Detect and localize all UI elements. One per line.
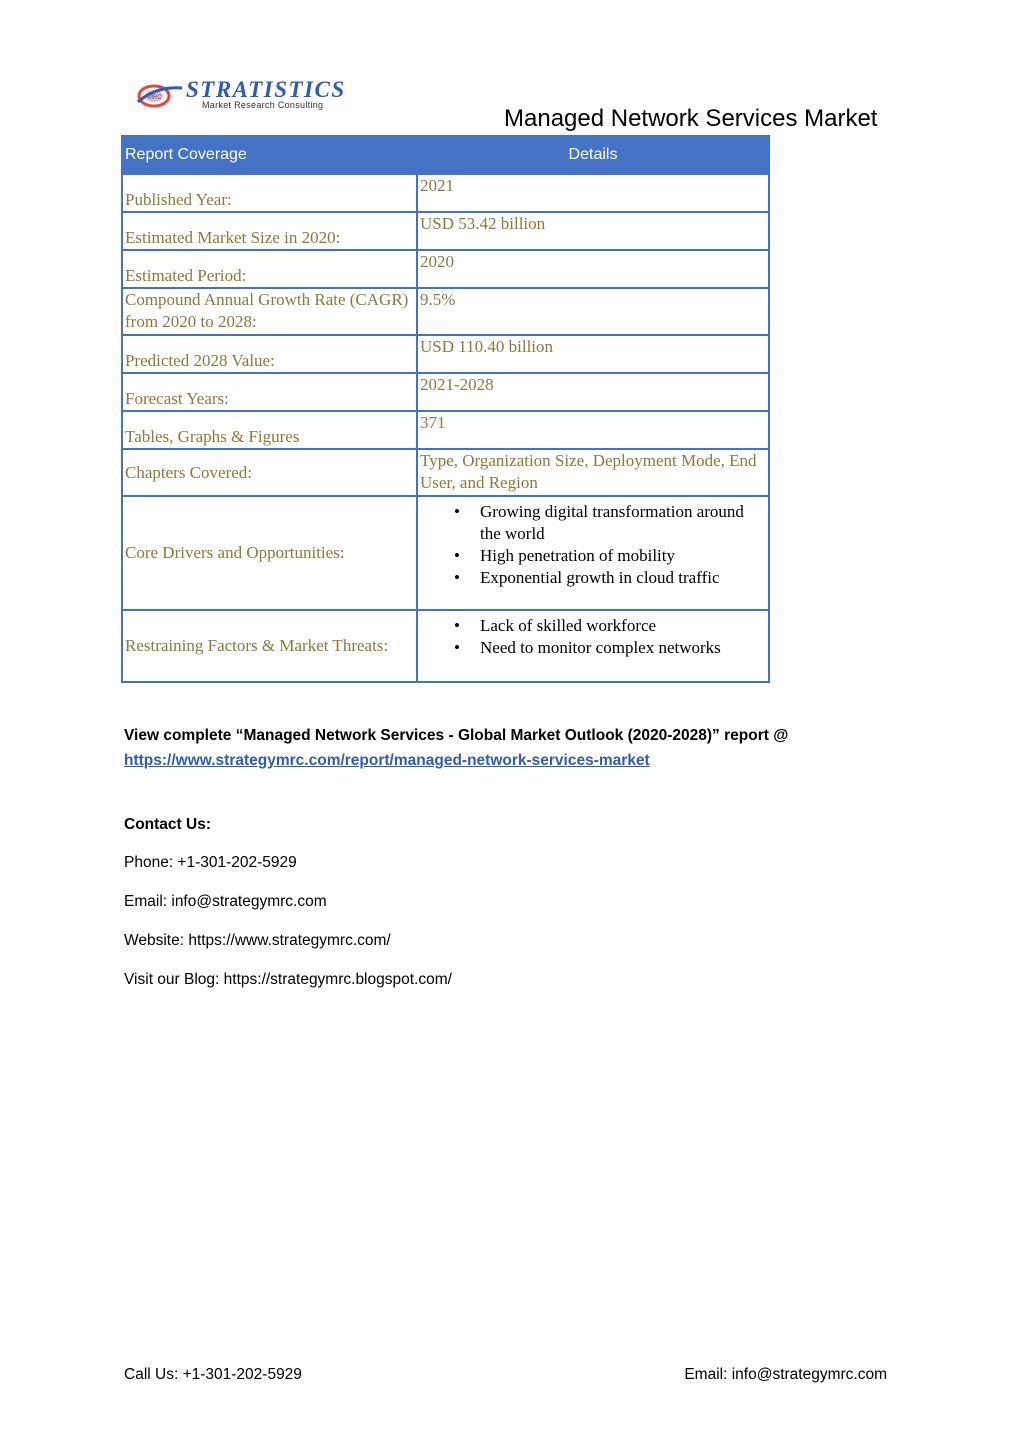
restraints-list-cell — [417, 610, 769, 682]
row-label: Estimated Period: — [122, 250, 417, 288]
table-row-drivers — [122, 496, 769, 610]
table-header-row — [122, 136, 769, 174]
table-row — [122, 288, 769, 335]
row-value: 2021-2028 — [417, 373, 769, 411]
table-row — [122, 174, 769, 212]
drivers-list — [420, 501, 766, 589]
document-title: Managed Network Services Market — [504, 105, 878, 132]
header-details: Details — [417, 136, 769, 174]
row-value: 9.5% — [417, 288, 769, 335]
list-item: • High penetration of mobility — [480, 545, 766, 567]
report-link[interactable]: https://www.strategymrc.com/report/managed-network-services-market — [124, 752, 650, 769]
row-value: Type, Organization Size, Deployment Mode, End User, and Region — [417, 449, 769, 496]
row-label: Estimated Market Size in 2020: — [122, 212, 417, 250]
row-value: USD 53.42 billion — [417, 212, 769, 250]
table-row — [122, 449, 769, 496]
drivers-label: Core Drivers and Opportunities: — [122, 496, 417, 610]
row-label: Predicted 2028 Value: — [122, 335, 417, 373]
list-item: • Lack of skilled workforce — [480, 615, 766, 637]
svg-text:MRC: MRC — [148, 95, 162, 101]
footer-call-us: Call Us: +1-301-202-5929 — [124, 1366, 302, 1383]
row-value: 2021 — [417, 174, 769, 212]
row-value: USD 110.40 billion — [417, 335, 769, 373]
row-label: Compound Annual Growth Rate (CAGR) from 2020 to 2028: — [122, 288, 417, 335]
logo-swoosh-icon — [136, 80, 186, 110]
table-row — [122, 335, 769, 373]
table-row-restraints — [122, 610, 769, 682]
row-label: Forecast Years: — [122, 373, 417, 411]
list-item: • Exponential growth in cloud traffic — [480, 567, 766, 589]
list-item: • Need to monitor complex networks — [480, 637, 766, 659]
contact-phone: Phone: +1-301-202-5929 — [124, 854, 297, 871]
row-label: Published Year: — [122, 174, 417, 212]
table-row — [122, 212, 769, 250]
row-label: Tables, Graphs & Figures — [122, 411, 417, 449]
restraints-list — [420, 615, 766, 659]
contact-website: Website: https://www.strategymrc.com/ — [124, 932, 391, 949]
footer-email: Email: info@strategymrc.com — [684, 1366, 887, 1383]
logo-name: STRATISTICS — [186, 77, 346, 102]
table-row — [122, 250, 769, 288]
row-value: 2020 — [417, 250, 769, 288]
report-coverage-table — [121, 135, 770, 683]
drivers-list-cell — [417, 496, 769, 610]
contact-heading: Contact Us: — [124, 816, 211, 833]
row-value: 371 — [417, 411, 769, 449]
row-label: Chapters Covered: — [122, 449, 417, 496]
view-report-text: View complete “Managed Network Services - Global Market Outlook (2020-2028)” report @ — [124, 727, 789, 744]
restraints-label: Restraining Factors & Market Threats: — [122, 610, 417, 682]
header-report-coverage: Report Coverage — [122, 136, 417, 174]
contact-email: Email: info@strategymrc.com — [124, 893, 327, 910]
contact-blog: Visit our Blog: https://strategymrc.blogspot.com/ — [124, 971, 452, 988]
table-row — [122, 373, 769, 411]
logo-tagline: Market Research Consulting — [202, 100, 324, 110]
list-item: • Growing digital transformation around the world — [480, 501, 766, 545]
company-logo — [136, 78, 356, 118]
table-row — [122, 411, 769, 449]
